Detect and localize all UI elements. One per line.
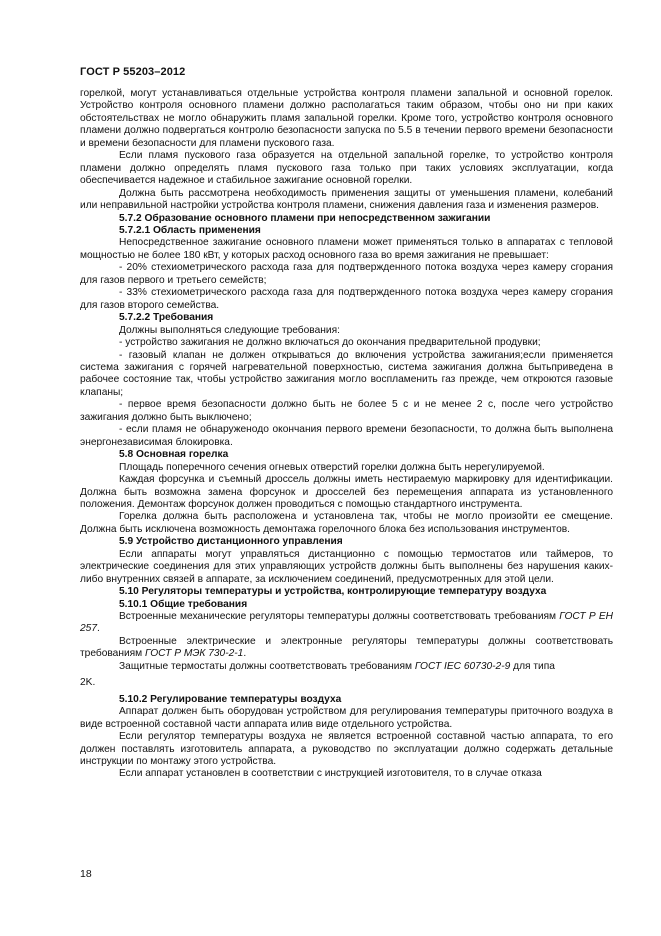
paragraph-with-reference: [80, 611, 613, 636]
paragraph: Должна быть рассмотрена необходимость применения защиты от уменьшения пламени, колебаний или неправильной настройки устройства контроля пламени, снижения давления газа и изменения размеров.: [80, 187, 613, 212]
paragraph-with-reference: [80, 661, 613, 673]
paragraph: - первое время безопасности должно быть не более 5 с и не менее 2 с, после чего устройство зажигания должно быть выключено;: [80, 399, 613, 423]
paragraph-text: Встроенные механические регуляторы температуры должны соответствовать требованиям: [119, 611, 560, 623]
section-heading: 5.8 Основная горелка: [119, 449, 229, 461]
standard-reference: ГОСТ Р ЕН 257: [80, 611, 613, 635]
section-heading: 5.7.2.1 Область применения: [119, 224, 261, 236]
page-number: 18: [80, 868, 92, 880]
standard-reference: ГОСТ Р МЭК 730-2-1: [145, 648, 244, 660]
section-heading: 5.10.1 Общие требования: [119, 598, 248, 610]
section-heading: 5.10.2 Регулирование температуры воздуха: [119, 693, 342, 705]
paragraph: Должны выполняться следующие требования:: [119, 324, 340, 336]
standard-reference: ГОСТ IEC 60730-2-9: [414, 660, 511, 672]
paragraph: горелкой, могут устанавливаться отдельные устройства контроля пламени запальной и основной горелок. Устройство контроля основного пламени должно располагаться таким образом, чтобы оно ни при каких обстоятельствах не могло обнаружить пламя запальной горелки. Кроме того, устройство контроля основного пламени должно подвергаться контролю безопасности запуска по 5.5 в течении первого времени безопасности и времени безопасности для пламени пускового газа.: [80, 88, 613, 149]
paragraph: - 20% стехиометрического расхода газа для подтвержденного потока воздуха через камеру сгорания для газов первого и третьего семейств;: [80, 262, 613, 286]
section-heading: 5.7.2 Образование основного пламени при непосредственном зажигании: [119, 212, 491, 224]
paragraph: - устройство зажигания не должно включаться до окончания предварительной продувки;: [119, 337, 541, 349]
paragraph: Непосредственное зажигание основного пламени может применяться только в аппаратах с тепловой мощностью не более 180 кВт, у которых расход основного газа во время зажигания не превышает:: [80, 237, 613, 261]
paragraph: - 33% стехиометрического расхода газа для подтвержденного потока воздуха через камеру сгорания для газов второго семейства.: [80, 287, 613, 311]
paragraph: Если пламя пускового газа образуется на отдельной запальной горелке, то устройство контроля пламени должно определять пламя пускового газа только при таких условиях эксплуатации, когда обеспечивается надежное и стабильное зажигание основной горелки.: [80, 150, 613, 187]
paragraph: - газовый клапан не должен открываться до включения устройства зажигания;если применяется система зажигания с горячей нагревательной поверхностью, система зажигания должна бытьприведена в рабочее состояние так, чтобы устройство зажигания могло воспламенить газ прежде, чем откроются газовые клапаны;: [80, 349, 613, 398]
paragraph: Каждая форсунка и съемный дроссель должны иметь нестираемую маркировку для идентификации. Должна быть возможна замена форсунок и дросселей без перемещения аппарата из установленного положения. Демонтаж форсунок должен проводиться с помощью стандартного инструмента.: [80, 474, 613, 510]
paragraph: Если аппарат установлен в соответствии с инструкцией изготовителя, то в случае отказа: [119, 768, 542, 780]
section-heading: 5.7.2.2 Требования: [119, 312, 214, 324]
paragraph: Если регулятор температуры воздуха не является встроенной составной частью аппарата, то его должен поставлять изготовитель аппарата, а руководство по эксплуатации должно содержать детальные инструкции по монтажу этого устройства.: [80, 731, 613, 768]
paragraph: 2K.: [80, 677, 96, 689]
section-heading: 5.9 Устройство дистанционного управления: [119, 536, 343, 548]
paragraph-text: для типа: [510, 660, 555, 672]
paragraph: Аппарат должен быть оборудован устройством для регулирования температуры приточного воздуха в виде встроенной составной части аппарата илив виде отдельного устройства.: [80, 706, 613, 730]
paragraph: Если аппараты могут управляться дистанционно с помощью термостатов или таймеров, то электрические соединения для этих управляющих устройств должны быть выполнены без нарушения каких-либо внутренних связей в аппарате, за исключением соединений, предусмотренных для этой цели.: [80, 548, 613, 585]
paragraph: Площадь поперечного сечения огневых отверстий горелки должна быть нерегулируемой.: [119, 461, 545, 473]
paragraph-with-reference: [80, 636, 613, 661]
paragraph: - если пламя не обнаруженодо окончания первого времени безопасности, то должна быть выполнена энергонезависимая блокировка.: [80, 424, 613, 448]
paragraph-text: .: [243, 648, 247, 660]
section-heading: 5.10 Регуляторы температуры и устройства, контролирующие температуру воздуха: [119, 586, 547, 598]
document-body: [80, 88, 613, 781]
document-header: ГОСТ Р 55203–2012: [80, 66, 186, 78]
paragraph-text: Встроенные электрические и электронные регуляторы температуры должны соответствовать требованиям: [80, 635, 613, 660]
paragraph: Горелка должна быть расположена и установлена так, чтобы не могло произойти ее смещение. Должна быть исключена возможность демонтажа горелочного блока без использования инструментов.: [80, 511, 613, 535]
paragraph-text: Защитные термостаты должны соответствовать требованиям: [119, 660, 415, 672]
paragraph-text: .: [97, 623, 100, 635]
